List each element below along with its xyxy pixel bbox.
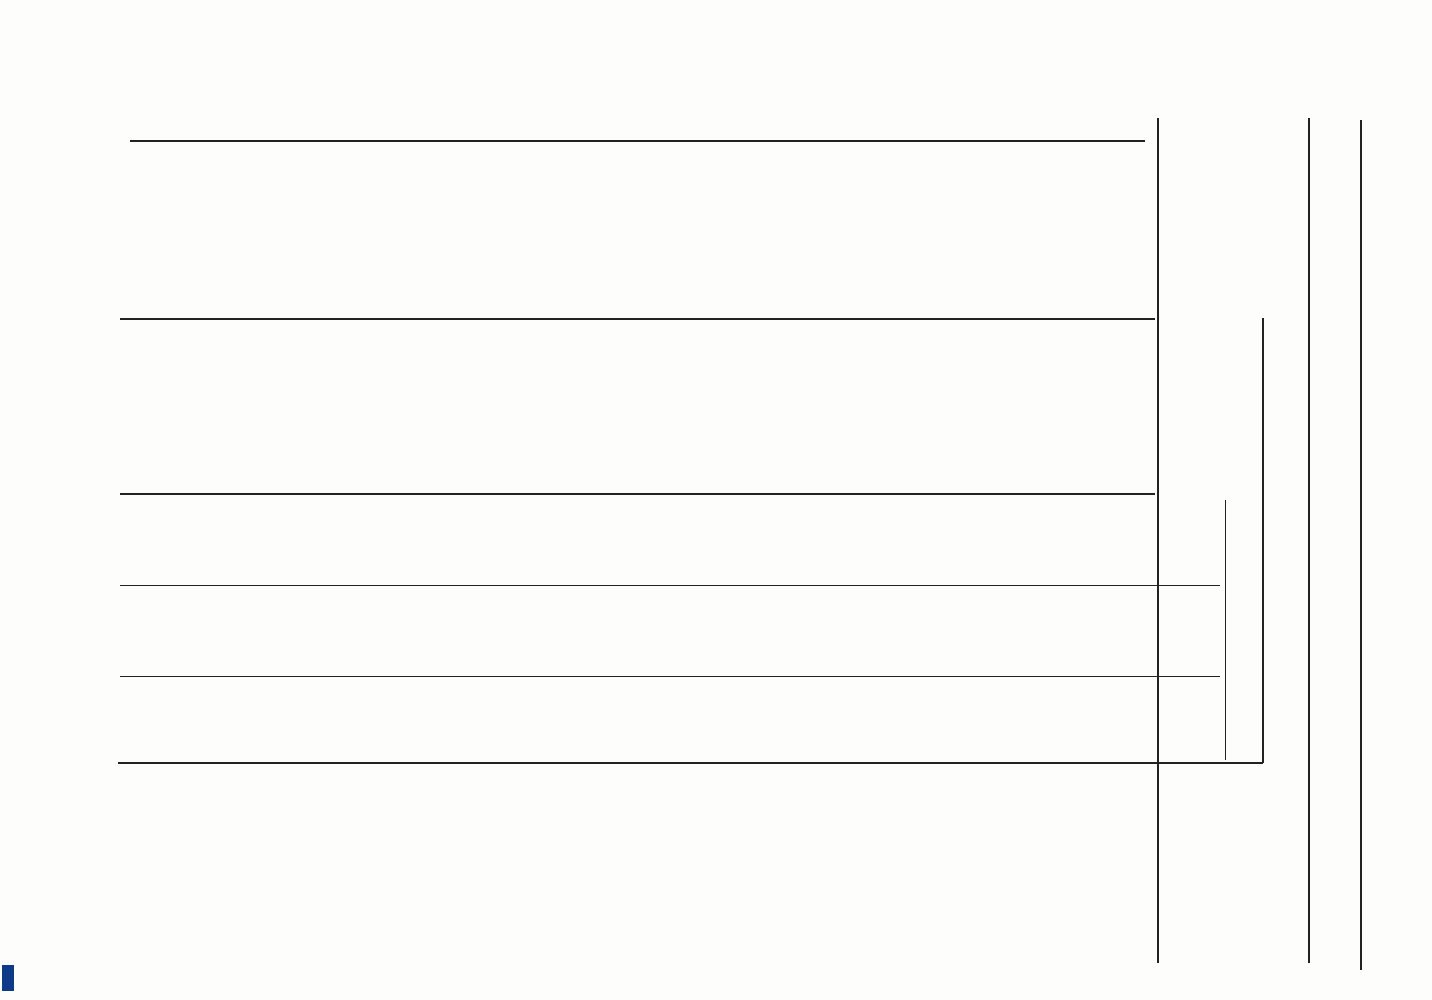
column-rule-existing <box>120 585 1220 586</box>
header-top-rule <box>1308 118 1310 963</box>
column-rule-petitioner <box>120 493 1155 495</box>
column-rule-object <box>120 318 1155 320</box>
column-rule-nr <box>130 140 1145 142</box>
dfg-logo <box>2 965 14 991</box>
header-rule-3 <box>1225 500 1226 760</box>
header-rule-2 <box>1262 318 1264 763</box>
header-bottom-rule <box>1157 118 1159 963</box>
column-rule-decrease <box>118 762 1263 764</box>
column-rule-increase <box>120 676 1220 677</box>
top-rule <box>1360 120 1362 970</box>
